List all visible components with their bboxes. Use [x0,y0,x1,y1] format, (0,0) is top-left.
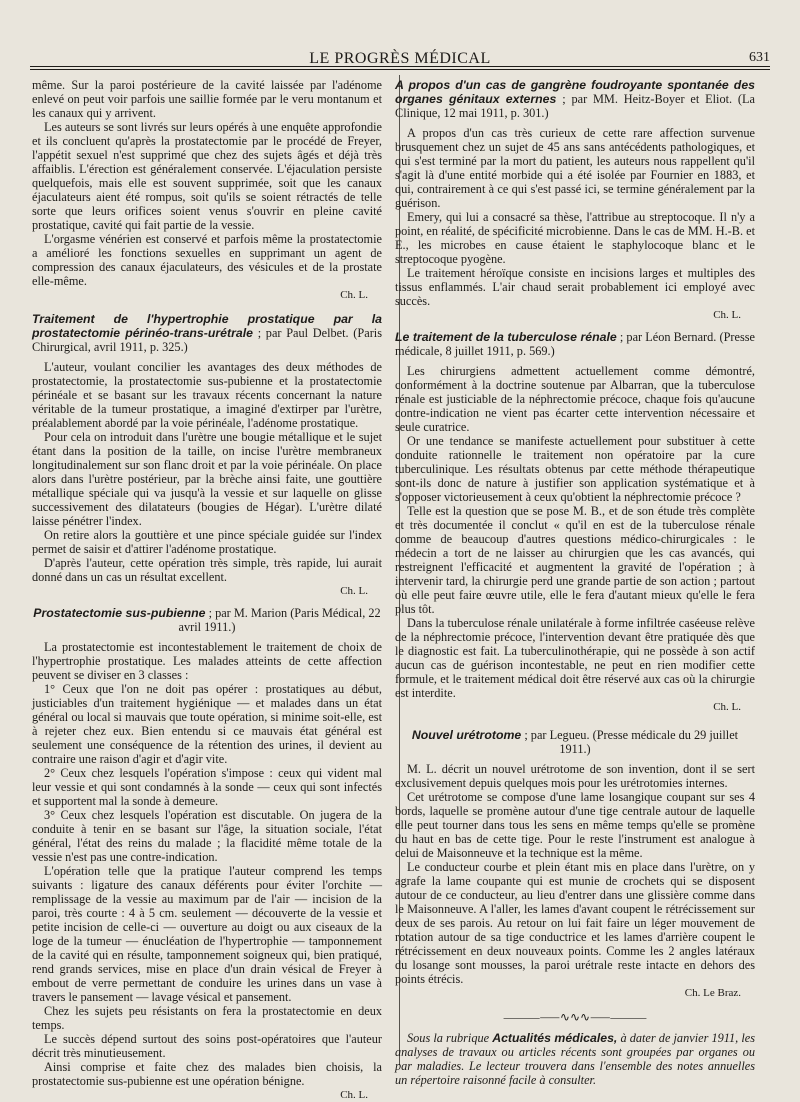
left-column [32,78,382,1102]
article-reference: ; par MM. Heitz-Boyer et Eliot. (La Clinique, 12 mai 1911, p. 301.) [395,92,755,120]
page-header [30,40,770,67]
article-title: A propos d'un cas de gangrène foudroyante spontanée des organes génitaux externes [395,78,755,106]
paragraph: Or une tendance se manifeste actuellement pour substituer à cette conduite rationnelle le traitement non opératoire par la cure tuberculinique. Les résultats obtenus par cette méthode thérapeutique sont-ils donc de nature à justifier son application systématique et à s'opposer victorieusement à ceux qu'obtient la néphrectomie précoce ? [395,434,755,504]
paragraph: même. Sur la paroi postérieure de la cavité laissée par l'adénome enlevé on peut voir parfois une saillie formée par le veru montanum et les canaux qui y arrivent. [32,78,382,120]
article-reference: ; par M. Marion (Paris Médical, 22 avril 1911.) [178,606,381,634]
article-title: Traitement de l'hypertrophie prostatique par la prostatectomie périnéo-trans-urétrale [32,312,382,340]
paragraph: Pour cela on introduit dans l'urètre une bougie métallique et le sujet étant dans la position de la taille, on incise l'urètre membraneux longitudinalement sur son flanc droit et par la voie périnéale. On place alors dans l'urètre postérieur, par la brèche ainsi faite, une gouttière métallique spéciale qui va jusqu'à la vessie et sur laquelle on glisse successivement des dilatateurs (bougies de Hégar). L'urètre dilaté laisse pénétrer l'index. [32,430,382,528]
editorial-note [395,1031,755,1087]
note-keyword: Actualités médicales, [492,1031,618,1045]
paragraph: La prostatectomie est incontestablement le traitement de choix de l'hypertrophie prostatique. Les malades atteints de cette affection peuvent se diviser en 3 classes : [32,640,382,682]
article-title: Prostatectomie sus-pubienne [33,606,206,620]
right-column [395,78,755,1087]
paragraph: A propos d'un cas très curieux de cette rare affection survenue brusquement chez un sujet de 45 ans sans antécédents pathologiques, et qui s'est terminé par la mort du patient, les auteurs nous rappellent qu'il s'agit là d'une entité morbide qui a été isolée par Fournier en 1883, et qui, contrairement à ce qui s'est passé ici, se termine généralement par la guérison. [395,126,755,210]
note-text: à dater de janvier 1911, les analyses de travaux ou articles récents sont groupées par organes ou par maladies. Le lecteur trouvera dans l'ensemble des notes annuelles un répertoire raisonné facile à consulter. [395,1031,756,1087]
paragraph: Dans la tuberculose rénale unilatérale à forme infiltrée caséeuse relève de la néphrectomie précoce, l'intervention devant être pratiquée dès que le diagnostic est fait. La tuberculinothérapie, qui ne possède à son actif aucun cas de guérison incontestable, ne peut en rien modifier cette formule, et le traitement médical doit être réservé aux cas où la chirurgie est interdite. [395,616,755,700]
paragraph: Le conducteur courbe et plein étant mis en place dans l'urètre, on y agrafe la lame coupante qui est munie de crochets qui se disposent autour de ce conducteur, au lieu d'entrer dans une glissière comme dans le Maisonneuve. A l'aller, les lames d'avant coupent le rétrécissement sur deux de ses parois. Au retour on lui fait faire un léger mouvement de rotation autour de sa tige conductrice et les lames d'arrière coupent le rétrécissement en deux nouveaux points. Comme les 2 angles latéraux du losange sont mousses, la paroi urétrale reste intacte en dehors des points étrécis. [395,860,755,986]
article-reference: ; par Legueu. (Presse médicale du 29 juillet 1911.) [524,728,739,756]
signature: Ch. L. [340,289,368,301]
article-heading [32,606,382,634]
signature: Ch. L. [340,1089,368,1101]
signature: Ch. Le Braz. [684,987,741,999]
ornament-divider: ———⸺∿∿∿⸺——— [503,1010,647,1024]
paragraph: 1° Ceux que l'on ne doit pas opérer : prostatiques au début, justiciables d'un traitement hygiénique — et malades dans un état général ou local si mauvais que toute opération, si minime soit-elle, est à rejeter chez eux. Bien entendu si ce mauvais état général est seulement une conséquence de la rétention des urines, il devient au contraire une raison d'agir et d'agir vite. [32,682,382,766]
article-heading [32,312,382,354]
paragraph: Chez les sujets peu résistants on fera la prostatectomie en deux temps. [32,1004,382,1032]
signature: Ch. L. [713,309,741,321]
article-heading [395,78,755,120]
page-number: 631 [749,50,770,65]
paragraph: 3° Ceux chez lesquels l'opération est discutable. On jugera de la conduite à tenir en se basant sur l'âge, la situation sociale, l'état général, l'état des reins du malade ; la flacidité même totale de la vessie n'est pas une contre-indication. [32,808,382,864]
paragraph: Telle est la question que se pose M. B., et de son étude très complète et très documentée il conclut « qu'il en est de la tuberculose rénale comme de beaucoup d'autres questions médico-chirurgicales : le médecin a tort de ne laisser au chirurgien que les cas avancés, qui restreignent l'efficacité et augmentent la gravité de l'opération ; à intervenir tard, la chirurgie perd une grande partie de son action ; partout où elle peut faire œuvre utile, elle le fera d'autant mieux qu'elle le fera plus tôt. [395,504,755,616]
paragraph: Le succès dépend surtout des soins post-opératoires que l'auteur décrit très minutieusement. [32,1032,382,1060]
article-title: Le traitement de la tuberculose rénale [395,330,617,344]
paragraph: L'auteur, voulant concilier les avantages des deux méthodes de prostatectomie, la prostatectomie sus-pubienne et la prostatectomie périnéale et se basant sur les travaux récents concernant la nature véritable de la tumeur prostatique, a imaginé d'extirper par l'urètre, préalablement abordé par la voie périnéale, l'adénome prostatique. [32,360,382,430]
signature: Ch. L. [340,585,368,597]
paragraph: L'opération telle que la pratique l'auteur comprend les temps suivants : ligature des canaux déférents pour éviter l'orchite — remplissage de la vessie au maximum par de l'air — incision de la paroi, très courte : 4 à 5 cm. seulement — découverte de la vessie et petite incision de celle-ci — ouverture au doigt ou aux ciseaux de la loge de la tumeur — énucléation de l'hypertrophie — tamponnement de la cavité qui en résulte, tamponnement soigneux qui, bien pratiqué, rend grands services, mise en place d'un drain vésical de Freyer à embout de verre permettant de conduire les urines dans un vase à travers le pansement — lavage vésical et pansement. [32,864,382,1004]
article-heading [395,330,755,358]
signature: Ch. L. [713,701,741,713]
paragraph: Ainsi comprise et faite chez des malades bien choisis, la prostatectomie sus-pubienne est une opération bénigne. [32,1060,382,1088]
article-heading [395,728,755,756]
paragraph: On retire alors la gouttière et une pince spéciale guidée sur l'index permet de saisir et d'attirer l'adénome prostatique. [32,528,382,556]
paragraph: M. L. décrit un nouvel urétrotome de son invention, dont il se sert exclusivement depuis quelques mois pour les urétrotomies internes. [395,762,755,790]
paragraph: Cet urétrotome se compose d'une lame losangique coupant sur ses 4 bords, laquelle se promène autour d'une tige centrale autour de laquelle elle peut tourner dans tous les sens en même temps qu'elle se promène du haut en bas de cette tige. Pour le reste l'instrument est analogue à celui de Maisonneuve et la technique est la même. [395,790,755,860]
note-text: Sous la rubrique [407,1031,493,1045]
article-reference: ; par Paul Delbet. (Paris Chirurgical, avril 1911, p. 325.) [32,326,382,354]
paragraph: 2° Ceux chez lesquels l'opération s'impose : ceux qui vident mal leur vessie et qui sont condamnés à la sonde — ceux qui sont infectés et supportent mal la sonde à demeure. [32,766,382,808]
article-title: Nouvel urétrotome [411,728,522,742]
header-rule [30,66,770,67]
header-rule-double [30,69,770,70]
paragraph: Les chirurgiens admettent actuellement comme démontré, conformément à la doctrine soutenue par Albarran, que la tuberculose rénale est justiciable de la néphrectomie précoce, chaque fois qu'aucune contre-indication ne vient pas écarter cette intervention nécessaire et seule curatrice. [395,364,755,434]
article-reference: ; par Léon Bernard. (Presse médicale, 8 juillet 1911, p. 569.) [395,330,755,358]
paragraph: Les auteurs se sont livrés sur leurs opérés à une enquête approfondie et ils concluent qu'après la prostatectomie par le procédé de Freyer, l'appétit sexuel n'est supprimé que chez des sujets âgés et déjà très affaiblis. L'érection est généralement conservée. L'éjaculation persiste quelquefois, mais elle est souvent supprimée, soit que les canaux éjaculateurs aient été rompus, soit qu'ils se soient rétractés de telle sorte que leurs orifices soient venus s'ouvrir en pleine cavité prostatique, cavité qui fait partie de la vessie. [32,120,382,232]
paragraph: L'orgasme vénérien est conservé et parfois même la prostatectomie a amélioré les fonctions sexuelles en supprimant un agent de compression des canaux éjaculateurs, des vésicules et de la prostate elle-même. [32,232,382,288]
paragraph: Le traitement héroïque consiste en incisions larges et multiples des tissus enflammés. L'air chaud serait probablement ici employé avec succès. [395,266,755,308]
running-title: LE PROGRÈS MÉDICAL [309,50,491,67]
paragraph: D'après l'auteur, cette opération très simple, très rapide, lui aurait donné dans un cas un résultat excellent. [32,556,382,584]
paragraph: Emery, qui lui a consacré sa thèse, l'attribue au streptocoque. Il n'y a point, en réalité, de spécificité microbienne. Dans le cas de MM. H.-B. et E., les microbes en cause étaient le staphylocoque blanc et le streptocoque pyogène. [395,210,755,266]
